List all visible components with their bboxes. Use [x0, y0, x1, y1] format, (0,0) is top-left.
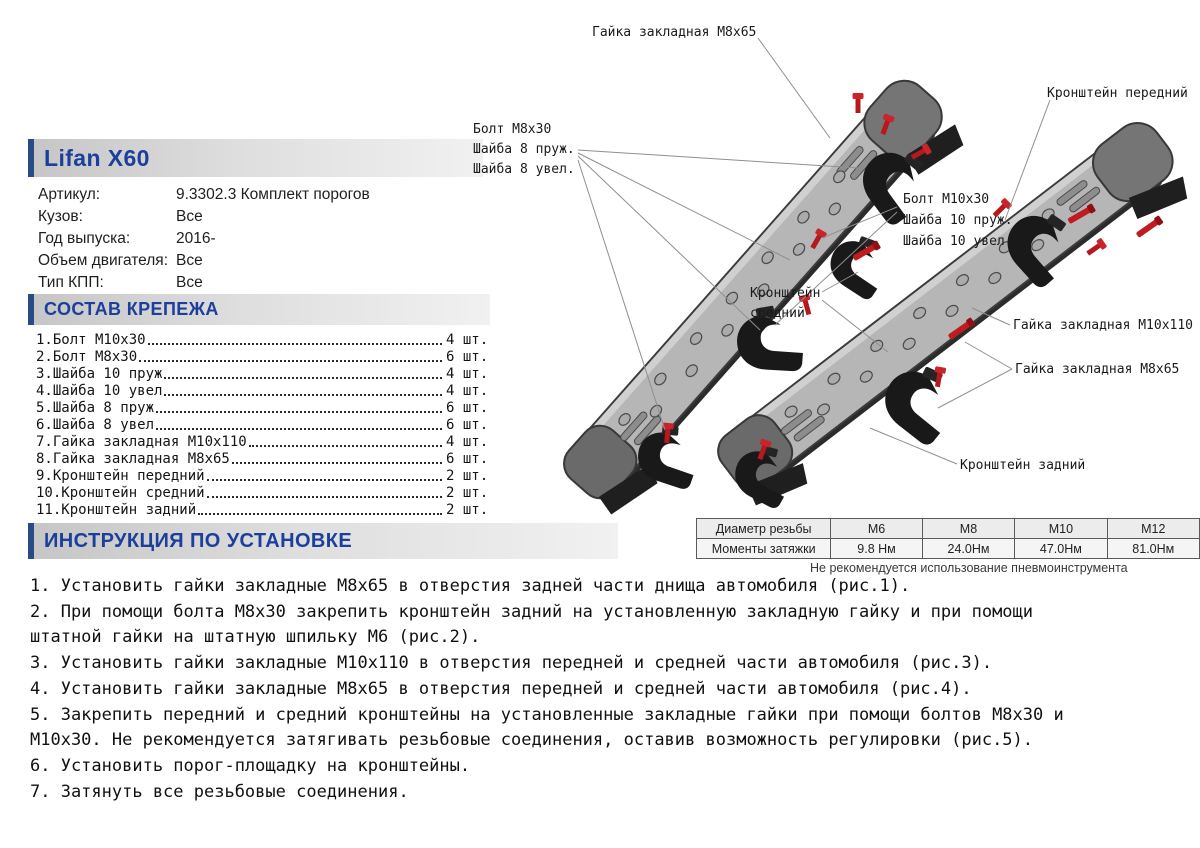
spec-label: Тип КПП: [38, 274, 104, 291]
label-washer8-spring: Шайба 8 пруж. [473, 142, 575, 157]
label-washer10-large: Шайба 10 увел. [903, 234, 1013, 249]
part-row [36, 416, 492, 433]
dotted-leader [207, 479, 442, 481]
torque-val-m10: 47.0Нм [1015, 539, 1107, 559]
part-qty: 6 шт. [446, 349, 489, 365]
product-header-bar [28, 139, 483, 177]
torque-col-m6: М6 [831, 519, 923, 539]
spec-label: Кузов: [38, 208, 83, 225]
part-qty: 4 шт. [446, 434, 489, 450]
spec-label: Артикул: [38, 186, 101, 203]
part-row [36, 467, 492, 484]
part-qty: 6 шт. [446, 451, 489, 467]
leader-line [758, 38, 830, 138]
torque-table-value-label: Моменты затяжки [697, 539, 831, 559]
instruction-step: 7. Затянуть все резьбовые соединения. [30, 781, 409, 802]
spec-row [38, 206, 483, 228]
dotted-leader [164, 394, 442, 396]
part-row [36, 382, 492, 399]
dotted-leader [156, 428, 442, 430]
part-row [36, 433, 492, 450]
part-row [36, 348, 492, 365]
dotted-leader [139, 360, 442, 362]
part-qty: 6 шт. [446, 417, 489, 433]
spec-value: 9.3302.3 Комплект порогов [176, 186, 370, 203]
leader-line [965, 342, 1012, 369]
pneumatic-tool-note: Не рекомендуется использование пневмоинструмента [810, 561, 1128, 575]
part-name: 6.Шайба 8 увел [36, 417, 155, 433]
bolt-icon [1085, 238, 1108, 258]
dotted-leader [164, 377, 442, 379]
instruction-step: 6. Установить порог-площадку на кронштейны. [30, 755, 471, 776]
page-title: Lifan X60 [44, 144, 150, 171]
running-board-diagram [460, 0, 1200, 520]
spec-value: 2016- [176, 230, 216, 247]
part-name: 8.Гайка закладная M8x65 [36, 451, 230, 467]
spec-value: Все [176, 274, 203, 291]
part-qty: 4 шт. [446, 383, 489, 399]
instruction-step: 2. При помощи болта M8x30 закрепить кронштейн задний на установленную закладную гайку и при помощи штатной гайки на штатную шпильку M6 (рис.2). [30, 601, 1034, 648]
leader-line [578, 160, 665, 430]
leader-line [578, 153, 790, 260]
leader-line [938, 369, 1012, 408]
part-qty: 6 шт. [446, 400, 489, 416]
part-name: 3.Шайба 10 пруж [36, 366, 163, 382]
dotted-leader [232, 462, 442, 464]
part-name: 1.Болт M10x30 [36, 332, 146, 348]
leader-line [578, 150, 858, 168]
spec-value: Все [176, 208, 203, 225]
leader-line [578, 156, 760, 330]
part-name: 4.Шайба 10 увел [36, 383, 163, 399]
spec-value: Все [176, 252, 203, 269]
label-bracket-rear: Кронштейн задний [960, 458, 1086, 473]
part-row [36, 331, 492, 348]
part-qty: 2 шт. [446, 485, 489, 501]
part-row [36, 399, 492, 416]
label-bracket-front: Кронштейн передний [1047, 86, 1188, 101]
label-bracket-middle-1: Кронштейн [750, 286, 821, 301]
dotted-leader [156, 411, 442, 413]
label-washer10-spring: Шайба 10 пруж. [903, 213, 1013, 228]
part-qty: 4 шт. [446, 366, 489, 382]
part-row [36, 484, 492, 501]
part-row [36, 501, 492, 518]
part-name: 7.Гайка закладная M10x110 [36, 434, 247, 450]
hardware-parts-list [36, 331, 492, 518]
part-name: 2.Болт M8x30 [36, 349, 138, 365]
label-bolt-m10x30: Болт M10x30 [903, 192, 990, 207]
hardware-section-bar [28, 294, 490, 325]
torque-table-header-label: Диаметр резьбы [697, 519, 831, 539]
spec-row [38, 228, 483, 250]
label-washer8-large: Шайба 8 увел. [473, 162, 575, 177]
part-row [36, 365, 492, 382]
dotted-leader [249, 445, 442, 447]
instructions-section-title: ИНСТРУКЦИЯ ПО УСТАНОВКЕ [44, 529, 353, 552]
spec-label: Объем двигателя: [38, 252, 168, 269]
instructions-section-bar [28, 523, 618, 559]
dotted-leader [148, 343, 442, 345]
part-qty: 2 шт. [446, 502, 489, 518]
bolt-icon [853, 93, 864, 113]
part-name: 10.Кронштейн средний [36, 485, 205, 501]
part-name: 9.Кронштейн передний [36, 468, 205, 484]
spec-row [38, 250, 483, 272]
label-nut-m8x65-top: Гайка закладная M8x65 [592, 25, 757, 40]
spec-row [38, 184, 483, 206]
hardware-section-title: СОСТАВ КРЕПЕЖА [44, 299, 219, 319]
torque-val-m8: 24.0Нм [922, 539, 1014, 559]
spec-row [38, 272, 483, 294]
instruction-steps [30, 574, 1090, 805]
part-name: 11.Кронштейн задний [36, 502, 197, 518]
product-specs [38, 184, 483, 294]
part-qty: 2 шт. [446, 468, 489, 484]
instruction-step: 5. Закрепить передний и средний кронштейны на установленные закладные гайки при помощи болтов M8x30 и M10x30. Не рекомендуется затягивать резьбовые соединения, оставив возможность регулировки (рис.5). [30, 704, 1064, 751]
label-nut-m10x110: Гайка закладная M10x110 [1013, 318, 1194, 333]
torque-val-m6: 9.8 Нм [831, 539, 923, 559]
part-row [36, 450, 492, 467]
torque-table [696, 518, 1200, 559]
instruction-step: 4. Установить гайки закладные M8x65 в отверстия передней и средней части автомобиля (рис.4). [30, 678, 972, 699]
torque-col-m12: М12 [1107, 519, 1199, 539]
instruction-step: 1. Установить гайки закладные M8x65 в отверстия задней части днища автомобиля (рис.1). [30, 576, 911, 596]
torque-col-m10: М10 [1015, 519, 1107, 539]
bolt-handle-icon [1135, 215, 1164, 239]
label-nut-m8x65-right: Гайка закладная M8x65 [1015, 362, 1180, 377]
torque-val-m12: 81.0Нм [1107, 539, 1199, 559]
part-qty: 4 шт. [446, 332, 489, 348]
torque-col-m8: М8 [922, 519, 1014, 539]
spec-label: Год выпуска: [38, 230, 131, 247]
dotted-leader [207, 496, 442, 498]
dotted-leader [198, 513, 442, 515]
instruction-step: 3. Установить гайки закладные M10x110 в отверстия передней и средней части автомобиля (рис.3). [30, 653, 993, 674]
part-name: 5.Шайба 8 пруж [36, 400, 155, 416]
label-bolt-m8x30: Болт M8x30 [473, 122, 552, 137]
label-bracket-middle-2: средний [750, 306, 805, 321]
